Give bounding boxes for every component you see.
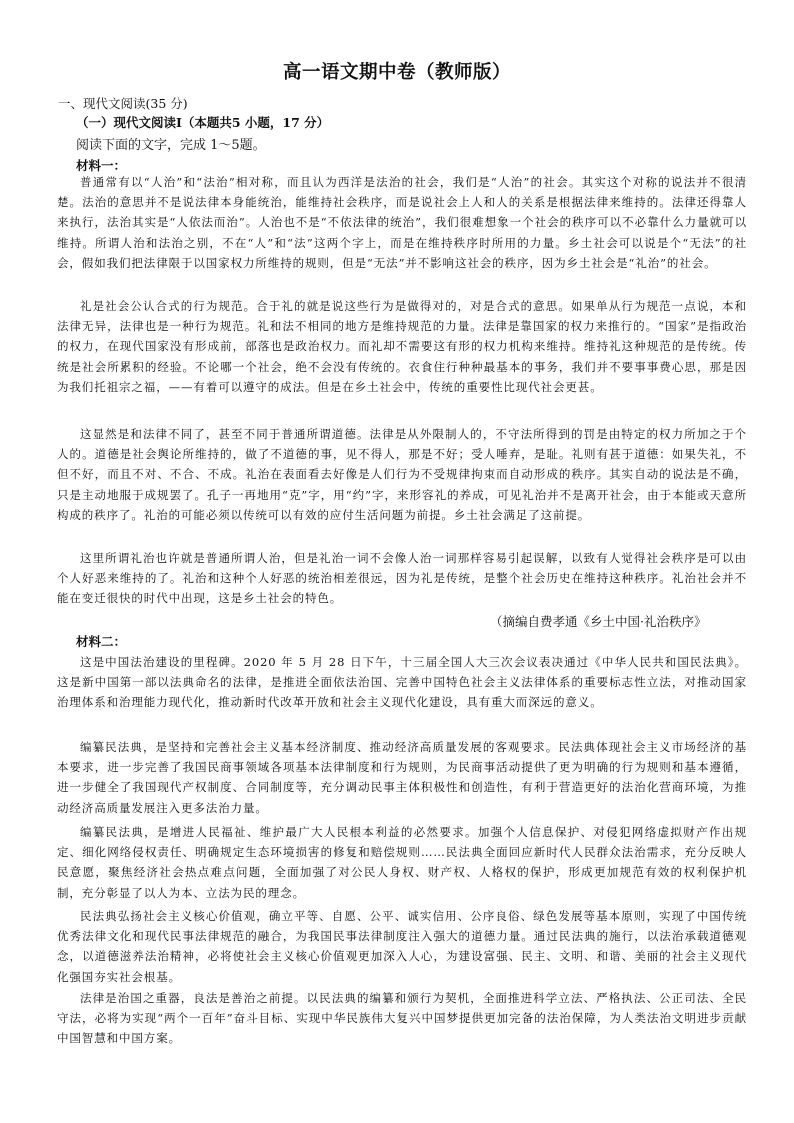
material-1-paragraph: 这里所谓礼治也许就是普通所谓人治，但是礼治一词不会像人治一词那样容易引起误解，以致有人觉得社会秩序是可以由个人好恶来维持的了。礼治和这种个人好恶的统治相差很远，因为礼是传统，是整个社会历史在维持这种秩序。礼治社会并不能在变迁很快的时代中出现，这是乡土社会的特色。 [57, 551, 747, 606]
section-heading: 一、现代文阅读(35 分) [58, 96, 188, 111]
material-1-paragraph: 这显然是和法律不同了，甚至不同于普通所谓道德。法律是从外限制人的，不守法所得到的罚是由特定的权力所加之于个人的。道德是社会舆论所维持的，做了不道德的事，见不得人，那是不好；受人唾弃，是耻。礼则有甚于道德：如果失礼，不但不好，而且不对、不合、不成。礼治在表面看去好像是人们行为不受规律拘束而自动形成的秩序。其实自动的说法是不确，只是主动地服于成规罢了。孔子一再地用“克”字，用“约”字，来形容礼的养成，可见礼治并不是离开社会，由于本能或天意所构成的秩序了。礼治的可能必须以传统可以有效的应付生活问题为前提。乡土社会满足了这前提。 [57, 427, 747, 522]
material-1-label: 材料一： [76, 158, 127, 173]
subsection-heading: （一）现代文阅读Ⅰ（本题共5 小题，17 分） [76, 115, 330, 130]
material-2-paragraph: 这是中国法治建设的里程碑。2020 年 5 月 28 日下午，十三届全国人大三次会议表决通过《中华人民共和国民法典》。这是新中国第一部以法典命名的法律，是推进全面依法治国、完善中国特色社会主义法律体系的重要标志性立法，对推动国家治理体系和治理能力现代化，推动新时代改革开放和社会主义现代化建设，具有重大而深远的意义。 [57, 655, 747, 710]
material-2-paragraph: 编纂民法典，是坚持和完善社会主义基本经济制度、推动经济高质量发展的客观要求。民法典体现社会主义市场经济的基本要求，进一步完善了我国民商事领域各项基本法律制度和行为规则，为民商事活动提供了更为明确的行为规则和基本遵循，进一步健全了我国现代产权制度、合同制度等，充分调动民事主体积极性和创造性，有利于营造更好的法治化营商环境，为推动经济高质量发展注入更多法治力量。 [57, 740, 747, 815]
material-2-paragraph: 民法典弘扬社会主义核心价值观，确立平等、自愿、公平、诚实信用、公序良俗、绿色发展等基本原则，实现了中国传统优秀法律文化和现代民事法律规范的融合，为我国民事法律制度注入强大的道德力量。通过民法典的施行，以法治承载道德观念，以道德滋养法治精神，必将使社会主义核心价值观更加深入人心，为建设富强、民主、文明、和谐、美丽的社会主义现代化强国夯实社会根基。 [57, 909, 747, 984]
material-2-paragraph: 编纂民法典，是增进人民福祉、维护最广大人民根本利益的必然要求。加强个人信息保护、对侵犯网络虚拟财产作出规定、细化网络侵权责任、明确规定生态环境损害的修复和赔偿规则……民法典全面回应新时代人民群众法治需求，充分反映人民意愿，聚焦经济社会热点难点问题，全面加强了对公民人身权、财产权、人格权的保护，形成更加规范有效的权利保护机制，充分彰显了以人为本、立法为民的理念。 [57, 825, 747, 900]
material-2-paragraph: 法律是治国之重器，良法是善治之前提。以民法典的编纂和颁行为契机，全面推进科学立法、严格执法、公正司法、全民守法，必将为实现“两个一百年”奋斗目标、实现中华民族伟大复兴中国梦提供更加完备的法治保障，为人类法治文明进步贡献中国智慧和中国方案。 [57, 991, 747, 1046]
material-1-source: （摘编自费孝通《乡土中国·礼治秩序》 [490, 614, 707, 629]
page-title: 高一语文期中卷（教师版） [282, 62, 511, 83]
material-1-paragraph: 礼是社会公认合式的行为规范。合于礼的就是说这些行为是做得对的，对是合式的意思。如果单从行为规范一点说，本和法律无异，法律也是一种行为规范。礼和法不相同的地方是维持规范的力量。法律是靠国家的权力来推行的。“国家”是指政治的权力，在现代国家没有形成前，部落也是政治权力。而礼却不需要这有形的权力机构来维持。维持礼这种规范的是传统。传统是社会所累积的经验。不论哪一个社会，绝不会没有传统的。衣食住行种种最基本的事务，我们并不要事事费心思，那是因为我们托祖宗之福，——有着可以遵守的成法。但是在乡土社会中，传统的重要性比现代社会更甚。 [57, 299, 747, 394]
material-2-label: 材料二： [76, 634, 127, 649]
material-1-paragraph: 普通常有以“人治”和“法治”相对称，而且认为西洋是法治的社会，我们是“人治”的社会。其实这个对称的说法并不很清楚。法治的意思并不是说法律本身能统治，能维持社会秩序，而是说社会上人和人的关系是根据法律来维持的。法律还得靠人来执行，法治其实是“人依法而治”。人治也不是“不依法律的统治”，我们很难想象一个社会的秩序可以不必靠什么力量就可以维持。所谓人治和法治之别，不在“人”和“法”这两个字上，而是在维持秩序时所用的力量。乡土社会可以说是个“无法”的社会，假如我们把法律限于以国家权力所维持的规则，但是“无法”并不影响这社会的秩序，因为乡土社会是“礼治”的社会。 [57, 175, 747, 270]
reading-instruction: 阅读下面的文字，完成 1～5题。 [76, 138, 266, 153]
